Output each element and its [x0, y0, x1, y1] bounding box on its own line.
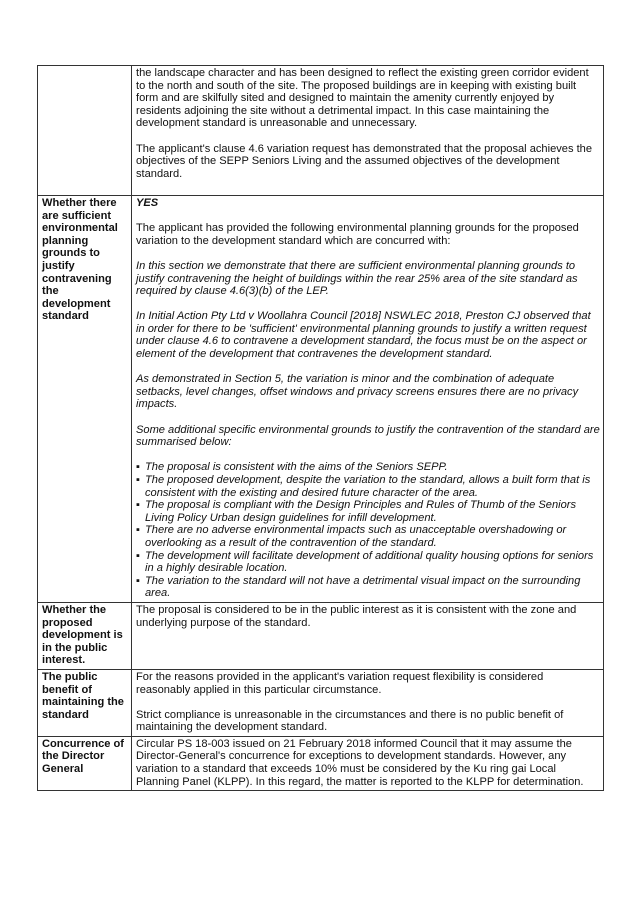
row-label: The public benefit of maintaining the standard [38, 669, 132, 736]
list-item: ▪ The proposal is consistent with the aims of the Seniors SEPP. [136, 461, 600, 474]
row-content [132, 669, 604, 736]
quote-paragraph: As demonstrated in Section 5, the variation is minor and the combination of adequate setbacks, level changes, offset windows and privacy screens ensures there are no privacy impacts. [136, 373, 579, 411]
list-item: ▪ The proposal is compliant with the Design Principles and Rules of Thumb of the Seniors Living Policy Urban design guidelines for infill development. [136, 499, 600, 524]
row-content [132, 195, 604, 602]
row-content [132, 602, 604, 669]
table-row-public-benefit [38, 669, 604, 736]
paragraph: the landscape character and has been designed to reflect the existing green corridor evident to the north and south of the site. The proposed buildings are in keeping with existing built form and are skilfully sited and designed to maintain the amenity currently enjoyed by residents adjoining the site without a detrimental impact. In this case maintaining the development standard is unreasonable and unnecessary. [136, 67, 589, 130]
row-label: Whether there are sufficient environmental planning grounds to justify contravening the development standard [38, 195, 132, 602]
row-content [132, 736, 604, 790]
row-label: Whether the proposed development is in the public interest. [38, 602, 132, 669]
paragraph: Circular PS 18-003 issued on 21 February 2018 informed Council that it may assume the Director-General's concurrence for exceptions to development standards. However, any variation to a standard that exceeds 10% must be considered by the Ku ring gai Local Planning Panel (KLPP). In this regard, the matter is reported to the KLPP for determination. [136, 737, 584, 788]
row-label: Concurrence of the Director General [38, 736, 132, 790]
row-label [38, 66, 132, 196]
assessment-table [37, 65, 604, 791]
spacer [136, 180, 600, 193]
paragraph: For the reasons provided in the applicant's variation request flexibility is considered reasonably applied in this particular circumstance. [136, 670, 544, 696]
list-item: ▪ There are no adverse environmental impacts such as unacceptable overshadowing or overlooking as a result of the contravention of the standard. [136, 524, 600, 549]
row-content [132, 66, 604, 196]
answer-yes: YES [136, 196, 159, 209]
quote-paragraph: In Initial Action Pty Ltd v Woollahra Council [2018] NSWLEC 2018, Preston CJ observed that in order for there to be 'sufficient' environmental planning grounds to justify a written request under clause 4.6 to contravene a development standard, the focus must be on the aspect or element of the development that contravenes the development standard. [136, 310, 591, 361]
paragraph: Strict compliance is unreasonable in the circumstances and there is no public benefit of maintaining the development standard. [136, 708, 564, 734]
table-row-concurrence [38, 736, 604, 790]
quote-paragraph: Some additional specific environmental grounds to justify the contravention of the standard are summarised below: [136, 423, 600, 449]
list-item: ▪ The variation to the standard will not have a detrimental visual impact on the surrounding area. [136, 575, 600, 600]
list-item: ▪ The development will facilitate development of additional quality housing options for seniors in a highly desirable location. [136, 550, 600, 575]
table-row-continuation [38, 66, 604, 196]
list-item: ▪ The proposed development, despite the variation to the standard, allows a built form that is consistent with the existing and desired future character of the area. [136, 474, 600, 499]
paragraph: The proposal is considered to be in the public interest as it is consistent with the zone and underlying purpose of the standard. [136, 603, 577, 629]
quote-paragraph: In this section we demonstrate that there are sufficient environmental planning grounds to justify contravening the height of buildings within the rear 25% area of the site standard as required by clause 4.6(3)(b) of the LEP. [136, 259, 578, 298]
table-row-public-interest [38, 602, 604, 669]
grounds-list [136, 461, 600, 600]
paragraph: The applicant has provided the following environmental planning grounds for the proposed variation to the development standard which are concurred with: [136, 222, 579, 247]
table-row-environmental-grounds [38, 195, 604, 602]
paragraph: The applicant's clause 4.6 variation request has demonstrated that the proposal achieves the objectives of the SEPP Seniors Living and the assumed objectives of the development standard. [136, 142, 593, 180]
